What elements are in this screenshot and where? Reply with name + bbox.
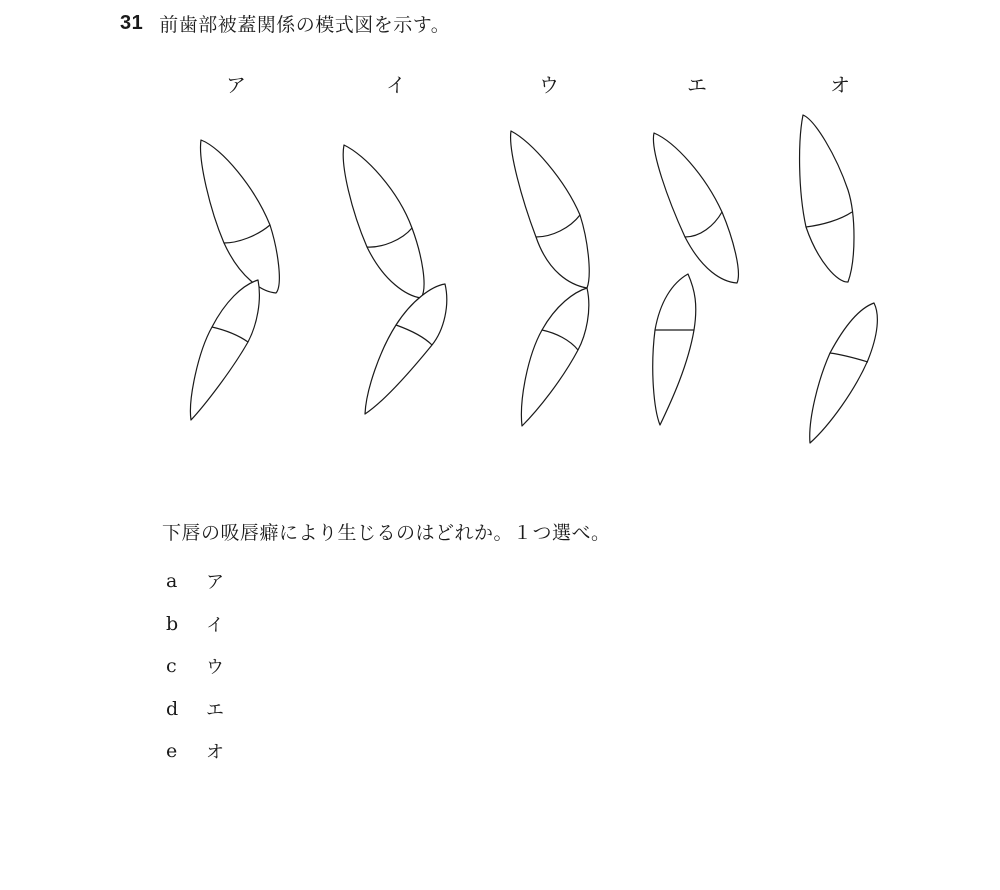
lower-incisor [810, 303, 878, 443]
option-letter: e [166, 740, 178, 763]
panel-o-teeth [800, 115, 878, 443]
panel-u-teeth [511, 131, 590, 426]
lower-incisor [190, 280, 259, 420]
panel-label-e: エ [687, 73, 707, 97]
lower-incisor [653, 274, 696, 425]
panel-a-teeth [190, 140, 279, 420]
panel-label-u: ウ [539, 73, 559, 97]
option-letter: d [166, 697, 179, 720]
option-text: オ [206, 742, 224, 764]
upper-incisor [800, 115, 854, 282]
option-letter: c [166, 655, 177, 678]
upper-incisor [201, 140, 280, 293]
panel-label-a: ア [226, 73, 246, 97]
upper-incisor [511, 131, 590, 288]
option-b[interactable] [166, 603, 224, 646]
panel-label-o: オ [830, 73, 850, 97]
panel-label-i: イ [386, 73, 406, 97]
option-text: エ [206, 699, 224, 721]
question-number: 31 [120, 11, 144, 34]
option-a[interactable] [166, 560, 224, 603]
answer-options [166, 560, 224, 773]
option-letter: b [166, 612, 179, 635]
panel-e-teeth [653, 133, 739, 425]
option-c[interactable] [166, 645, 224, 688]
option-e[interactable] [166, 730, 224, 773]
option-letter: a [166, 570, 178, 593]
lower-incisor [365, 284, 447, 414]
panel-i-teeth [343, 145, 447, 414]
question-prompt: 下唇の吸唇癖により生じるのはどれか。１つ選べ。 [162, 522, 611, 544]
question-stem: 前歯部被蓋関係の模式図を示す。 [159, 13, 451, 36]
upper-incisor [653, 133, 738, 283]
upper-incisor [343, 145, 424, 298]
option-text: ア [206, 572, 224, 594]
option-d[interactable] [166, 688, 224, 731]
option-text: ウ [206, 657, 224, 679]
lower-incisor [521, 288, 588, 426]
option-text: イ [206, 614, 224, 636]
